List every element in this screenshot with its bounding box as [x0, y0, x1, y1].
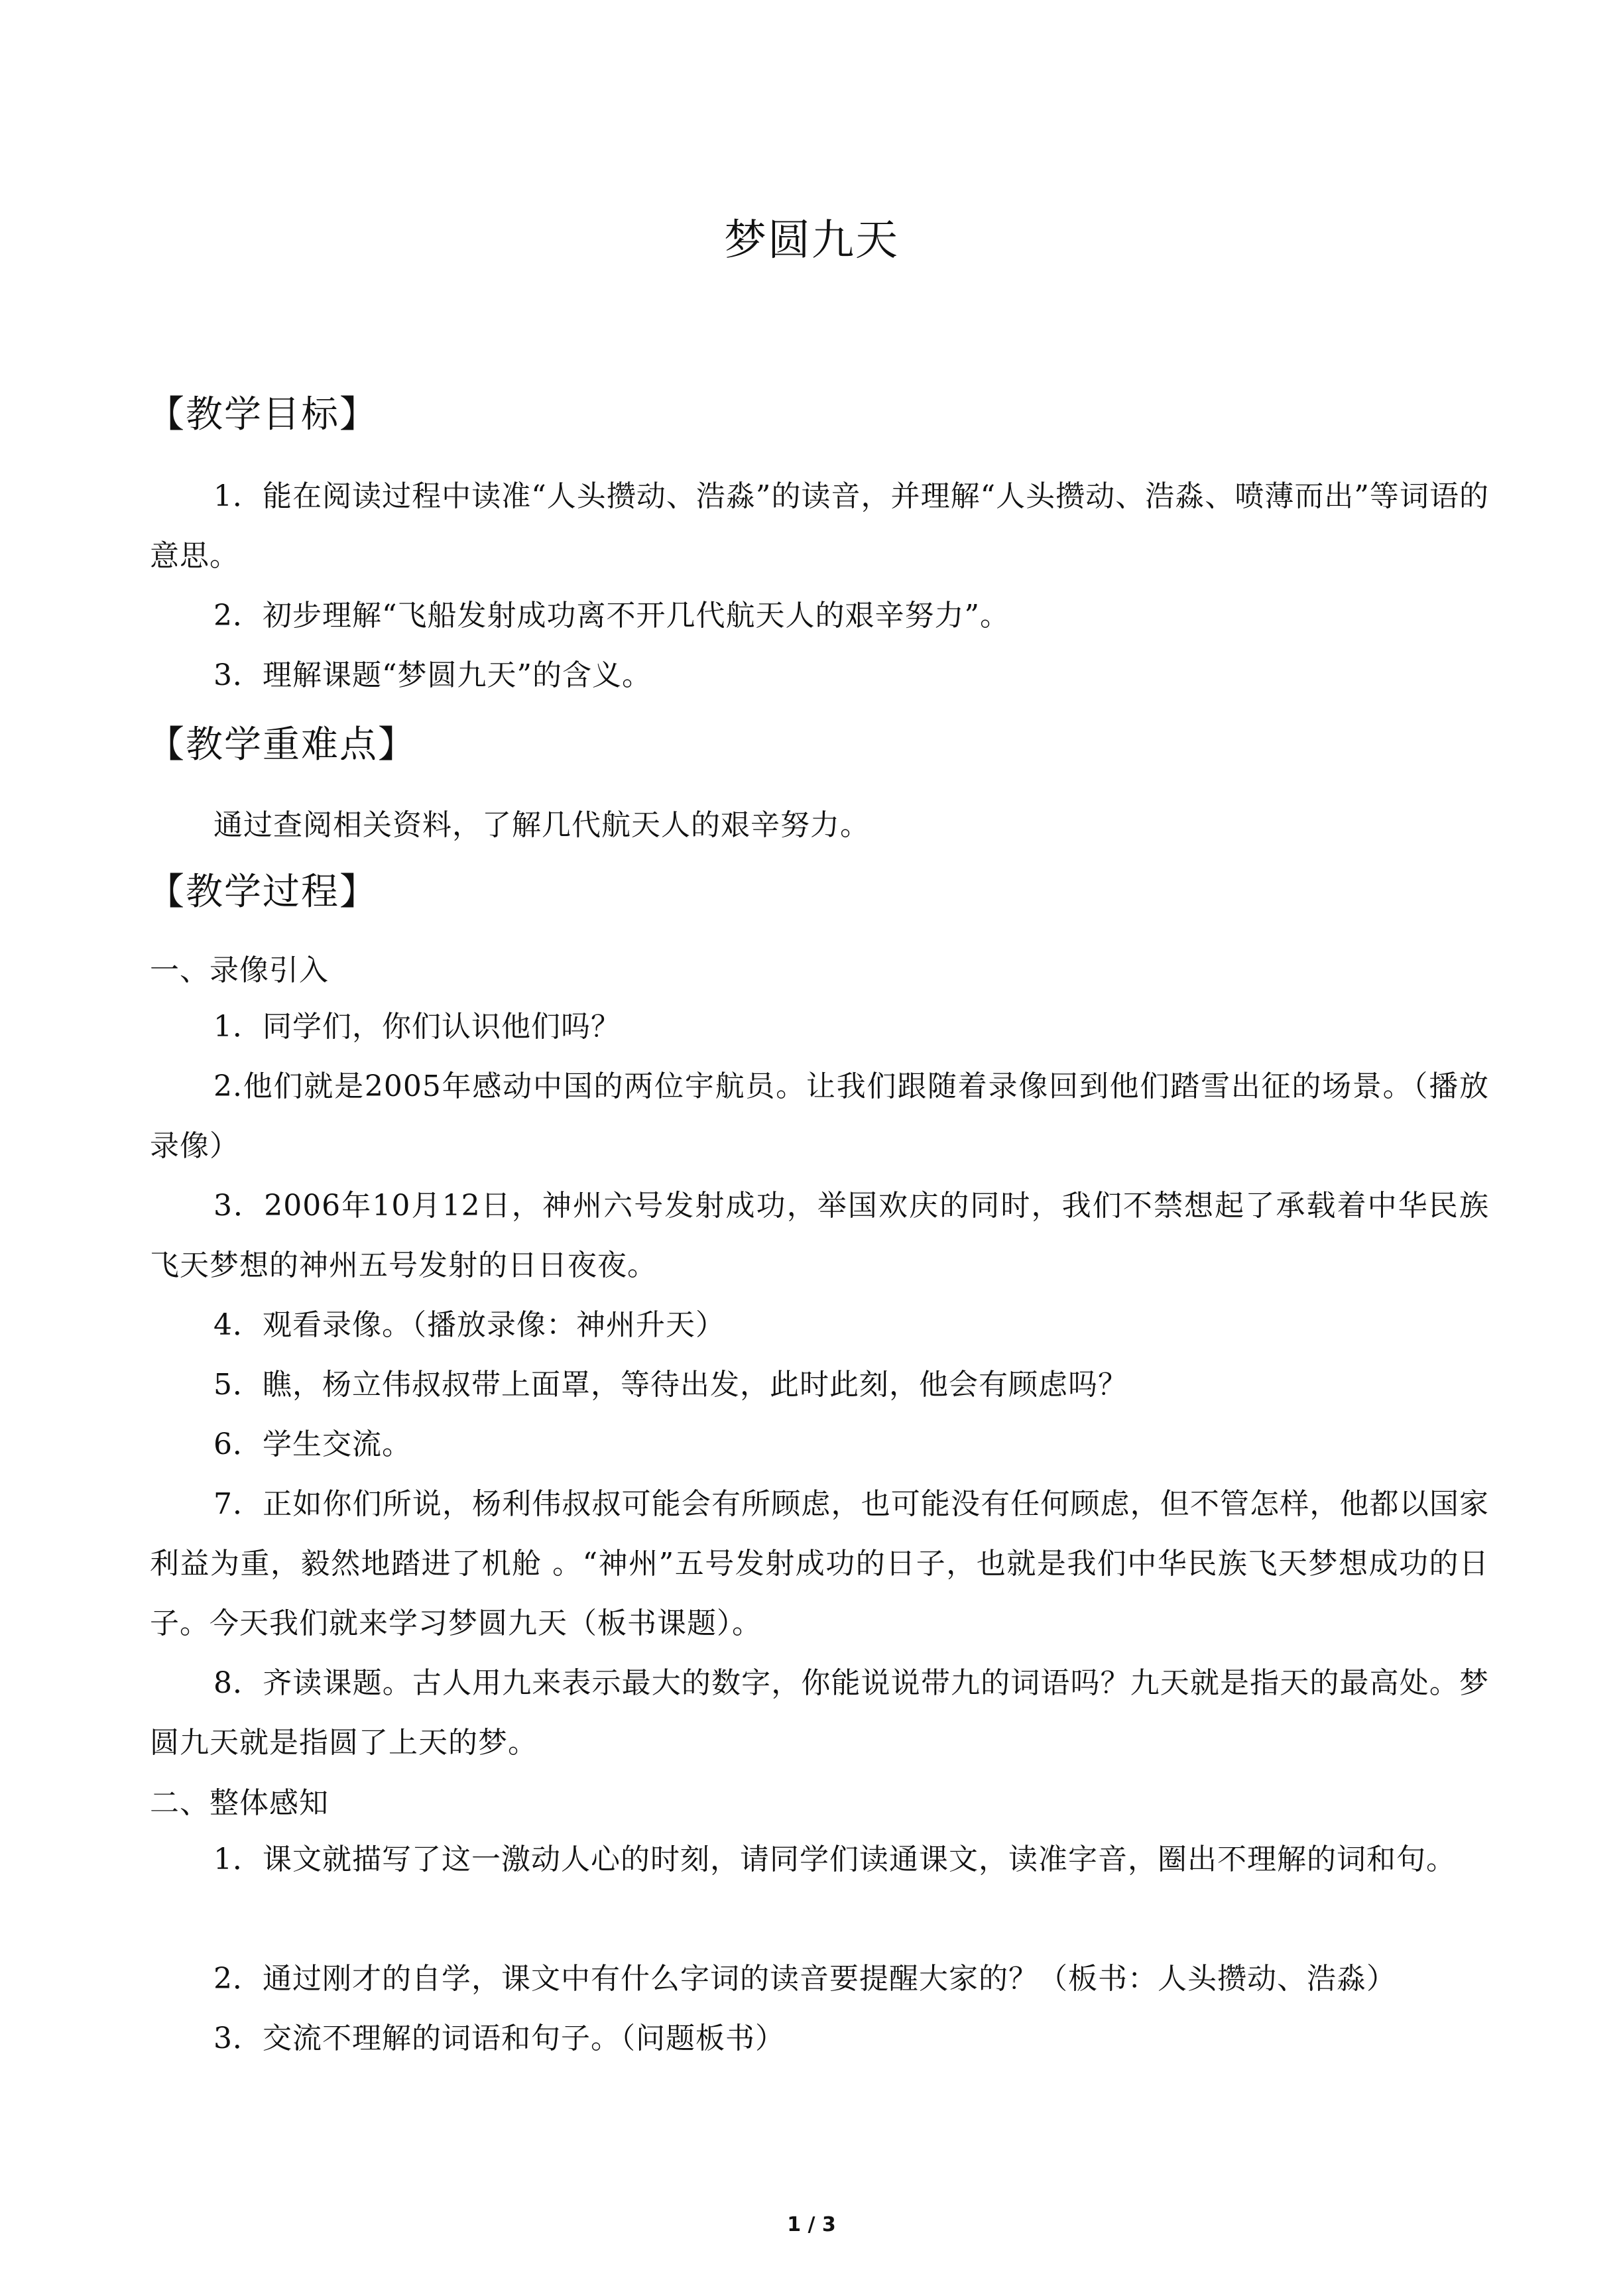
objective-item-1: 1．能在阅读过程中读准“人头攒动、浩淼”的读音，并理解“人头攒动、浩淼、喷薄而出”等词语的意思。 — [150, 479, 1489, 573]
part1-item-2: 2.他们就是2005年感动中国的两位宇航员。让我们跟随着录像回到他们踏雪出征的场景。（播放录像） — [150, 1069, 1489, 1163]
part1-item-4: 4．观看录像。（播放录像：神州升天） — [213, 1308, 725, 1342]
part2-item-1: 1．课文就描写了这一激动人心的时刻，请同学们读通课文，读准字音，圈出不理解的词和句。 — [213, 1843, 1456, 1876]
part1-item-5: 5．瞧，杨立伟叔叔带上面罩，等待出发，此时此刻，他会有顾虑吗？ — [213, 1368, 1128, 1402]
part1-item-3: 3．2006年10月12日，神州六号发射成功，举国欢庆的同时，我们不禁想起了承载着中华民族飞天梦想的神州五号发射的日日夜夜。 — [150, 1189, 1489, 1282]
part2-item-3: 3．交流不理解的词语和句子。（问题板书） — [213, 2022, 785, 2055]
document-title: 梦圆九天 — [724, 216, 899, 265]
part1-title: 一、录像引入 — [150, 953, 329, 987]
part1-item-6: 6．学生交流。 — [213, 1427, 412, 1461]
objective-item-3: 3．理解课题“梦圆九天”的含义。 — [213, 658, 652, 692]
key-points-heading: 【教学重难点】 — [147, 723, 416, 766]
part2-item-2: 2．通过刚才的自学，课文中有什么字词的读音要提醒大家的？（板书：人头攒动、浩淼） — [213, 1962, 1396, 1996]
page-number: 1 / 3 — [787, 2213, 836, 2236]
process-heading: 【教学过程】 — [147, 871, 378, 914]
part1-item-1: 1．同学们，你们认识他们吗？ — [213, 1010, 621, 1044]
objectives-heading: 【教学目标】 — [147, 393, 378, 436]
part1-item-8: 8．齐读课题。古人用九来表示最大的数字，你能说说带九的词语吗？九天就是指天的最高处。梦圆九天就是指圆了上天的梦。 — [150, 1666, 1489, 1760]
part1-item-7: 7．正如你们所说，杨利伟叔叔可能会有所顾虑，也可能没有任何顾虑，但不管怎样，他都以国家利益为重，毅然地踏进了机舱 。“神州”五号发射成功的日子，也就是我们中华民族飞天梦想成功的日子。今天我们就来学习梦圆九天（板书课题）。 — [150, 1487, 1489, 1640]
key-points-text: 通过查阅相关资料，了解几代航天人的艰辛努力。 — [213, 808, 870, 842]
objective-item-2: 2．初步理解“飞船发射成功离不开几代航天人的艰辛努力”。 — [213, 599, 1010, 633]
part2-title: 二、整体感知 — [150, 1786, 329, 1820]
